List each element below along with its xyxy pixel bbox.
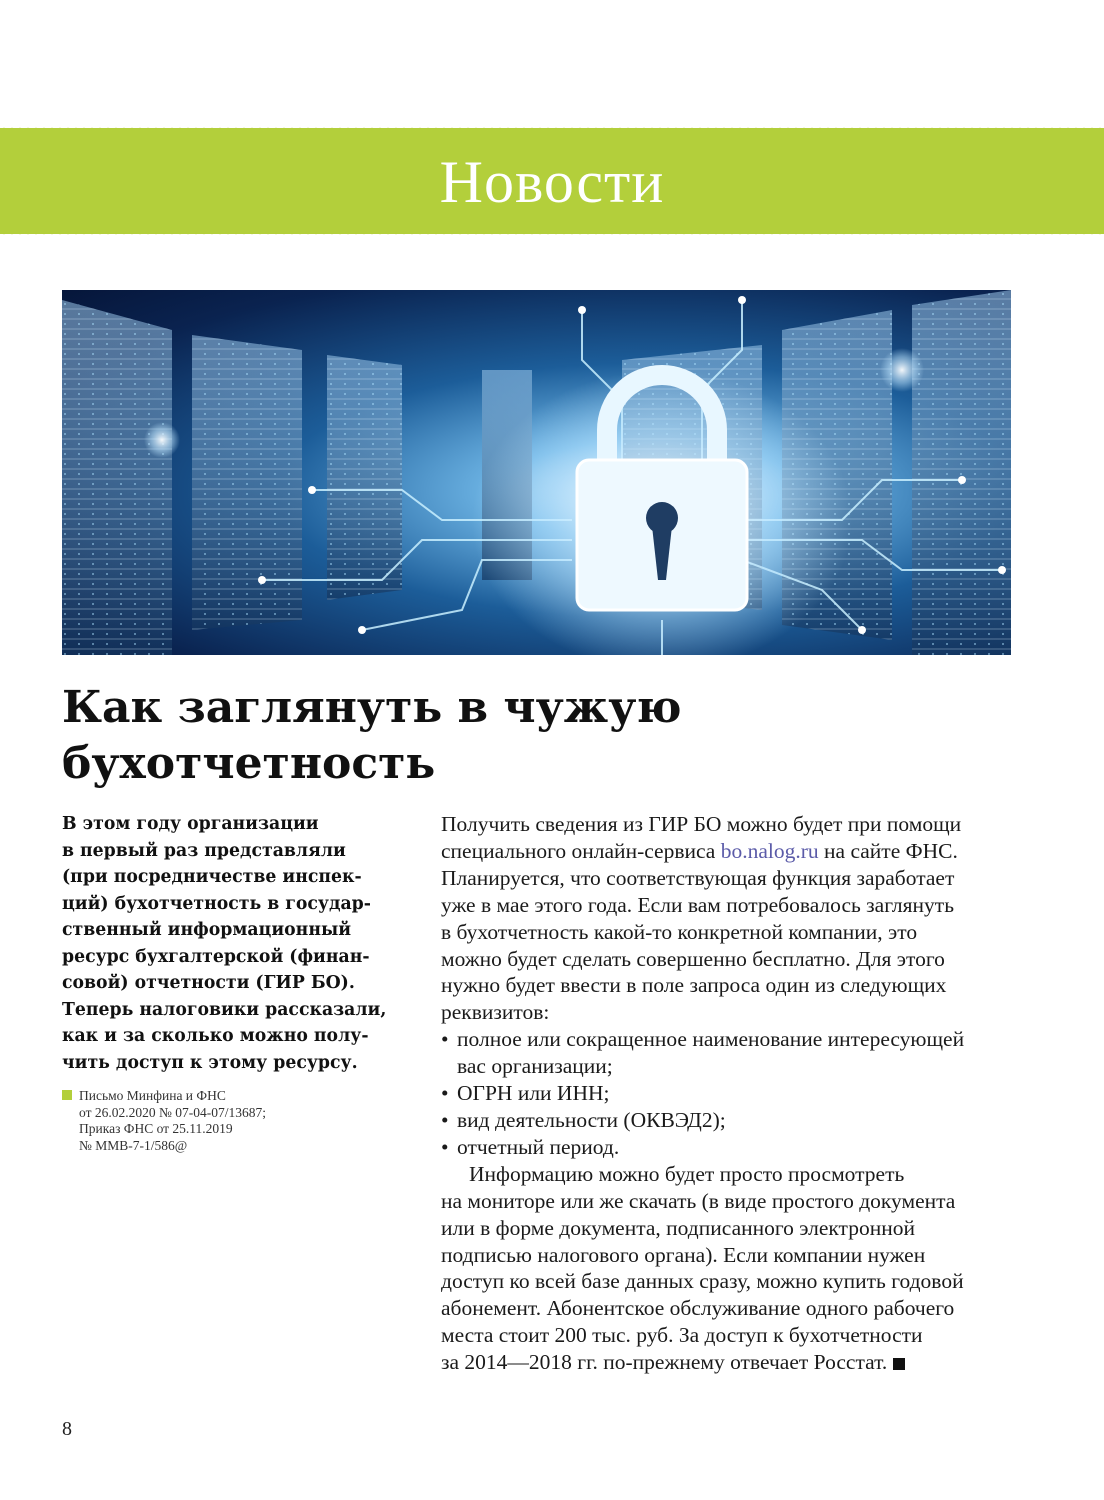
source-line: Приказ ФНС от 25.11.2019 — [79, 1121, 233, 1136]
article-headline — [62, 680, 1022, 792]
body-line: Планируется, что соответствующая функция заработает — [441, 865, 955, 890]
source-line: от 26.02.2020 № 07-04-07/13687; — [79, 1104, 266, 1120]
lead-line: В этом году организации — [62, 814, 319, 834]
lead-line: (при посредничестве инспек- — [62, 867, 362, 887]
lead-line: ций) бухотчетность в государ- — [62, 893, 371, 914]
source-line: Письмо Минфина и ФНС — [79, 1088, 226, 1103]
body-line: в бухотчетность какой-то конкретной компании, это — [441, 919, 918, 944]
headline-line: Как заглянуть в чужую — [62, 682, 682, 733]
article-lead — [62, 811, 392, 1076]
body-line: можно будет сделать совершенно бесплатно. Для этого — [441, 946, 945, 971]
article-body — [441, 811, 1021, 1376]
section-title: Новости — [439, 149, 665, 215]
headline-line: бухотчетность — [62, 738, 436, 789]
bullet-icon: • — [441, 1134, 449, 1159]
hero-image — [62, 290, 1011, 655]
list-item-continuation: вас организации; — [457, 1054, 613, 1079]
list-item — [441, 1107, 1021, 1134]
bullet-icon: • — [441, 1081, 449, 1106]
list-item-text: вид деятельности (ОКВЭД2); — [457, 1107, 726, 1132]
bullet-icon: • — [441, 1107, 449, 1132]
page-number: 8 — [62, 1418, 72, 1440]
lead-line: ресурс бухгалтерской (финан- — [62, 946, 370, 967]
list-item — [441, 1026, 1021, 1053]
source-reference — [62, 1088, 362, 1154]
body-text: на сайте ФНС. — [818, 838, 958, 863]
list-item-text: ОГРН или ИНН; — [457, 1081, 610, 1106]
list-item-text: отчетный период. — [457, 1134, 620, 1159]
lead-line: совой) отчетности (ГИР БО). — [62, 973, 355, 993]
body-line: подписью налогового органа). Если компании нужен — [441, 1242, 926, 1267]
list-item — [441, 1134, 1021, 1161]
lead-line: чить доступ к этому ресурсу. — [62, 1052, 358, 1073]
bo-nalog-link[interactable]: bo.nalog.ru — [720, 838, 819, 863]
banner-scallop-bottom — [0, 231, 1104, 237]
body-line: реквизитов: — [441, 1000, 550, 1025]
bullet-icon: • — [441, 1027, 449, 1052]
body-line: абонемент. Абонентское обслуживание одного рабочего — [441, 1296, 955, 1321]
body-line: места стоит 200 тыс. руб. За доступ к бухотчетности — [441, 1323, 923, 1348]
body-line: уже в мае этого года. Если вам потребовалось заглянуть — [441, 892, 955, 917]
body-line: Получить сведения из ГИР БО можно будет при помощи — [441, 812, 962, 836]
lead-line: Теперь налоговики рассказали, — [62, 999, 387, 1020]
body-text: специального онлайн-сервиса — [441, 838, 721, 863]
body-text: за 2014—2018 гг. по-прежнему отвечает Росстат. — [441, 1350, 888, 1375]
security-lock-illustration — [62, 290, 1011, 655]
body-line: на мониторе или же скачать (в виде простого документа — [441, 1188, 956, 1213]
body-line: Информацию можно будет просто просмотреть — [469, 1161, 905, 1186]
body-line: доступ ко всей базе данных сразу, можно купить годовой — [441, 1269, 964, 1294]
list-item-text: полное или сокращенное наименование интересующей — [457, 1027, 965, 1052]
banner-scallop-top — [0, 125, 1104, 131]
source-line: № ММВ-7-1/586@ — [79, 1137, 188, 1153]
lead-line: как и за сколько можно полу- — [62, 1026, 369, 1046]
section-banner — [0, 128, 1104, 234]
lead-line: ственный информационный — [62, 920, 352, 940]
body-line — [441, 1349, 1021, 1376]
body-line: нужно будет ввести в поле запроса один из следующих — [441, 973, 947, 998]
body-line — [441, 838, 1021, 865]
list-item — [441, 1080, 1021, 1107]
lead-line: в первый раз представляли — [62, 840, 346, 861]
green-square-icon — [62, 1090, 72, 1100]
end-of-article-icon — [893, 1358, 905, 1370]
body-line: или в форме документа, подписанного электронной — [441, 1215, 915, 1240]
